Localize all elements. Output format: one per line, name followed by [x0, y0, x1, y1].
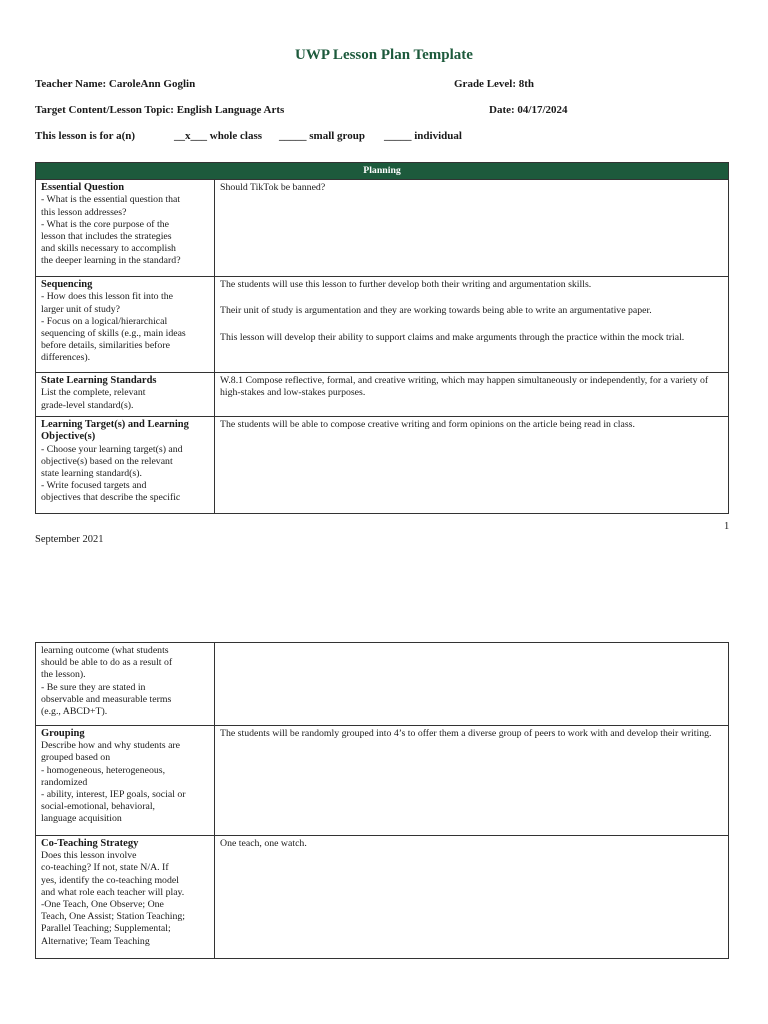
row-desc-line: grade-level standard(s).	[41, 399, 134, 411]
row-desc-line: Alternative; Team Teaching	[41, 935, 150, 947]
row-desc-line: larger unit of study?	[41, 303, 120, 315]
row-label: Co-Teaching Strategy	[41, 838, 139, 849]
row-content-text: The students will use this lesson to further develop both their writing and argumentation skills.	[220, 279, 592, 291]
grade-level: Grade Level: 8th	[454, 78, 535, 90]
state-standards-label-cell	[36, 373, 215, 417]
row-content-text: Their unit of study is argumentation and they are working towards being able to write an argumentative paper.	[220, 305, 652, 317]
row-desc-line: social-emotional, behavioral,	[41, 801, 155, 813]
row-desc-line: this lesson addresses?	[41, 206, 127, 218]
state-standards-content	[215, 373, 729, 417]
row-desc-line: Parallel Teaching; Supplemental;	[41, 923, 171, 935]
state-standards-row	[36, 373, 729, 417]
row-desc-line: lesson that includes the strategies	[41, 231, 172, 243]
row-desc-line: Does this lesson involve	[41, 850, 137, 862]
row-desc-line: - ability, interest, IEP goals, social or	[41, 789, 186, 801]
row-content-text: Should TikTok be banned?	[220, 182, 326, 194]
grouping-content	[215, 726, 729, 836]
row-desc-line: grouped based on	[41, 752, 111, 764]
row-desc-line: yes, identify the co-teaching model	[41, 874, 179, 886]
co-teaching-row	[36, 836, 729, 959]
footer-date: September 2021	[35, 534, 104, 545]
row-desc-line: sequencing of skills (e.g., main ideas	[41, 328, 186, 340]
lesson-for-whole-class: __x___ whole class	[174, 130, 262, 142]
row-desc-line: -One Teach, One Observe; One	[41, 899, 164, 911]
essential-question-row	[36, 180, 729, 277]
row-desc-line: objective(s) based on the relevant	[41, 455, 173, 467]
row-desc-line: before details, similarities before	[41, 340, 170, 352]
row-desc-line: state learning standard(s).	[41, 468, 142, 480]
row-content-text: One teach, one watch.	[220, 838, 307, 849]
learning-targets-continued-row	[36, 643, 729, 726]
co-teaching-content	[215, 836, 729, 959]
planning-table-continued	[35, 642, 729, 959]
row-desc-line: - Be sure they are stated in	[41, 681, 146, 693]
row-desc-line: - How does this lesson fit into the	[41, 291, 173, 303]
row-desc-line: - Write focused targets and	[41, 480, 147, 492]
co-teaching-label-cell	[36, 836, 215, 959]
row-desc-line: - homogeneous, heterogeneous,	[41, 764, 166, 776]
target-content: Target Content/Lesson Topic: English Language Arts	[35, 104, 285, 116]
grouping-label-cell	[36, 726, 215, 836]
document-title: UWP Lesson Plan Template	[295, 47, 473, 63]
row-desc-line: Describe how and why students are	[41, 740, 181, 752]
learning-targets-continued-content	[215, 643, 729, 726]
row-desc-line: the lesson).	[41, 669, 86, 681]
row-desc-line: and what role each teacher will play.	[41, 886, 185, 898]
row-content-text: The students will be able to compose creative writing and form opinions on the article being read in class.	[220, 419, 635, 431]
page-number: 1	[724, 521, 730, 532]
lesson-for-individual: _____ individual	[384, 130, 462, 142]
row-desc-line: List the complete, relevant	[41, 387, 146, 399]
row-desc-line: - What is the essential question that	[41, 194, 181, 206]
learning-targets-row	[36, 417, 729, 514]
row-desc-line: language acquisition	[41, 813, 122, 825]
row-label: Grouping	[41, 728, 85, 739]
row-label: Essential Question	[41, 182, 125, 194]
row-label: Learning Target(s) and Learning Objective(s)	[41, 419, 189, 443]
row-desc-line: co-teaching? If not, state N/A. If	[41, 862, 169, 874]
sequencing-label-cell	[36, 277, 215, 373]
sequencing-content	[215, 277, 729, 373]
lesson-for-small-group: _____ small group	[279, 130, 365, 142]
row-desc-line: (e.g., ABCD+T).	[41, 706, 108, 718]
row-label: Sequencing	[41, 279, 93, 291]
sequencing-row	[36, 277, 729, 373]
row-desc-line: differences).	[41, 352, 91, 364]
planning-table	[35, 162, 729, 514]
row-desc-line: objectives that describe the specific	[41, 492, 181, 504]
row-content-text: This lesson will develop their ability to support claims and make arguments through the practice within the mock trial.	[220, 331, 685, 343]
row-content-text: The students will be randomly grouped into 4’s to offer them a diverse group of peers to work with and develop their writing.	[220, 728, 712, 739]
row-desc-line: - Focus on a logical/hierarchical	[41, 315, 168, 327]
row-desc-line: Teach, One Assist; Station Teaching;	[41, 911, 186, 923]
planning-header: Planning	[36, 163, 729, 180]
row-desc-line: should be able to do as a result of	[41, 657, 173, 669]
learning-targets-content	[215, 417, 729, 514]
essential-question-content	[215, 180, 729, 277]
grouping-row	[36, 726, 729, 836]
lesson-date: Date: 04/17/2024	[489, 104, 568, 116]
row-desc-line: observable and measurable terms	[41, 693, 172, 705]
row-desc-line: and skills necessary to accomplish	[41, 243, 176, 255]
row-desc-line: learning outcome (what students	[41, 645, 169, 656]
row-content-text: W.8.1 Compose reflective, formal, and creative writing, which may happen simultaneously or independently, for a variety of high-stakes and low-stakes purposes.	[220, 375, 709, 399]
row-desc-line: the deeper learning in the standard?	[41, 255, 181, 267]
row-desc-line: randomized	[41, 776, 88, 788]
lesson-for-label: This lesson is for a(n)	[35, 130, 136, 142]
row-desc-line: - Choose your learning target(s) and	[41, 443, 183, 455]
teacher-name: Teacher Name: CaroleAnn Goglin	[35, 78, 196, 90]
row-desc-line: - What is the core purpose of the	[41, 218, 169, 230]
essential-question-label-cell	[36, 180, 215, 277]
row-label: State Learning Standards	[41, 375, 157, 387]
learning-targets-continued-label-cell	[36, 643, 215, 726]
learning-targets-label-cell	[36, 417, 215, 514]
